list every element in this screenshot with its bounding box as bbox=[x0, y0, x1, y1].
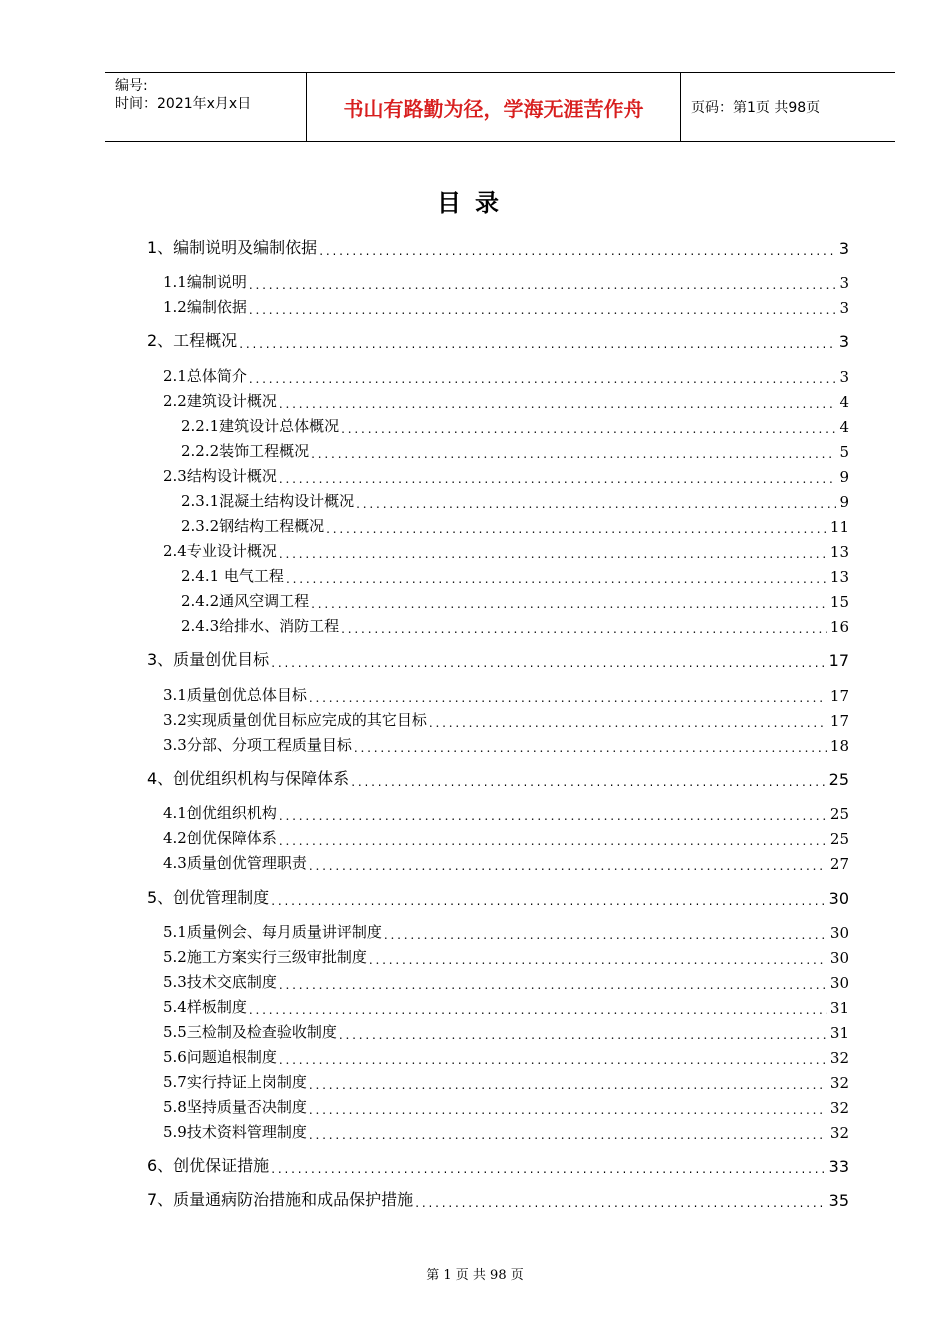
toc-entry[interactable] bbox=[163, 708, 849, 730]
toc-entry-page-number: 4 bbox=[839, 418, 849, 436]
toc-dot-leader bbox=[429, 716, 827, 730]
toc-entry[interactable] bbox=[163, 945, 849, 967]
toc-entry-page-number: 31 bbox=[829, 1024, 849, 1042]
toc-dot-leader bbox=[249, 303, 837, 317]
toc-entry-label: 5.7实行持证上岗制度 bbox=[163, 1073, 307, 1091]
toc-title: 目录 bbox=[437, 188, 513, 217]
toc-dot-leader bbox=[271, 656, 825, 670]
toc-entry-label: 2.4.2通风空调工程 bbox=[181, 592, 310, 610]
toc-entry-page-number: 30 bbox=[829, 924, 849, 942]
toc-entry[interactable] bbox=[147, 886, 849, 908]
toc-dot-leader bbox=[311, 447, 836, 461]
toc-entry-page-number: 25 bbox=[829, 805, 849, 823]
toc-entry-page-number: 35 bbox=[828, 1191, 849, 1210]
toc-dot-leader bbox=[339, 1028, 827, 1042]
toc-entry[interactable] bbox=[181, 439, 849, 461]
toc-entry-page-number: 32 bbox=[829, 1074, 849, 1092]
toc-dot-leader bbox=[249, 278, 837, 292]
toc-dot-leader bbox=[309, 1078, 827, 1092]
toc-entry-label: 5.3技术交底制度 bbox=[163, 973, 277, 991]
toc-dot-leader bbox=[309, 691, 827, 705]
toc-entry[interactable] bbox=[163, 826, 849, 848]
toc-dot-leader bbox=[279, 397, 837, 411]
toc-dot-leader bbox=[311, 597, 827, 611]
toc-entry-page-number: 25 bbox=[828, 770, 849, 789]
toc-entry-label: 4.1创优组织机构 bbox=[163, 804, 277, 822]
toc-entry-label: 4、创优组织机构与保障体系 bbox=[147, 769, 350, 788]
toc-entry-label: 4.3质量创优管理职责 bbox=[163, 854, 307, 872]
toc-entry-page-number: 17 bbox=[829, 687, 849, 705]
toc-entry-page-number: 30 bbox=[828, 889, 849, 908]
toc-entry-label: 2.4.3给排水、消防工程 bbox=[181, 617, 340, 635]
serial-number-label: 编号: bbox=[115, 78, 148, 94]
toc-entry-label: 5.8坚持质量否决制度 bbox=[163, 1098, 307, 1116]
toc-dot-leader bbox=[369, 953, 827, 967]
toc-entry[interactable] bbox=[181, 489, 849, 511]
toc-entry[interactable] bbox=[163, 683, 849, 705]
toc-entry-label: 2.4专业设计概况 bbox=[163, 542, 277, 560]
toc-entry[interactable] bbox=[163, 295, 849, 317]
toc-entry[interactable] bbox=[181, 589, 849, 611]
toc-entry-label: 5.9技术资料管理制度 bbox=[163, 1123, 307, 1141]
toc-entry-label: 3.3分部、分项工程质量目标 bbox=[163, 736, 352, 754]
toc-dot-leader bbox=[415, 1196, 825, 1210]
toc-entry-page-number: 25 bbox=[829, 830, 849, 848]
toc-entry-label: 1、编制说明及编制依据 bbox=[147, 238, 318, 257]
toc-entry-label: 5、创优管理制度 bbox=[147, 888, 270, 907]
toc-dot-leader bbox=[286, 572, 827, 586]
toc-entry-label: 1.2编制依据 bbox=[163, 298, 247, 316]
toc-dot-leader bbox=[279, 834, 827, 848]
toc-dot-leader bbox=[354, 741, 827, 755]
toc-entry-label: 5.5三检制及检查验收制度 bbox=[163, 1023, 337, 1041]
toc-entry-label: 2.3结构设计概况 bbox=[163, 467, 277, 485]
toc-dot-leader bbox=[249, 1003, 827, 1017]
toc-entry-page-number: 3 bbox=[839, 299, 849, 317]
date-label: 时间：2021年x月x日 bbox=[115, 96, 252, 112]
toc-entry-label: 3.2实现质量创优目标应完成的其它目标 bbox=[163, 711, 427, 729]
toc-entry-label: 5.6问题追根制度 bbox=[163, 1048, 277, 1066]
toc-entry-label: 3.1质量创优总体目标 bbox=[163, 686, 307, 704]
toc-entry-label: 3、质量创优目标 bbox=[147, 650, 270, 669]
toc-entry-label: 6、创优保证措施 bbox=[147, 1156, 270, 1175]
toc-entry-label: 7、质量通病防治措施和成品保护措施 bbox=[147, 1190, 414, 1209]
toc-entry-page-number: 11 bbox=[829, 518, 849, 536]
toc-entry[interactable] bbox=[163, 1120, 849, 1142]
toc-entry-page-number: 13 bbox=[829, 568, 849, 586]
toc-entry[interactable] bbox=[163, 970, 849, 992]
toc-entry-page-number: 9 bbox=[839, 468, 849, 486]
toc-dot-leader bbox=[279, 809, 827, 823]
toc-entry[interactable] bbox=[163, 920, 849, 942]
toc-dot-leader bbox=[384, 928, 827, 942]
toc-entry-page-number: 3 bbox=[839, 368, 849, 386]
toc-dot-leader bbox=[239, 337, 836, 351]
toc-entry[interactable] bbox=[163, 1045, 849, 1067]
toc-dot-leader bbox=[341, 622, 827, 636]
toc-entry-label: 5.4样板制度 bbox=[163, 998, 247, 1016]
toc-entry[interactable] bbox=[163, 539, 849, 561]
toc-entry-label: 2.1总体简介 bbox=[163, 367, 247, 385]
toc-entry-page-number: 15 bbox=[829, 593, 849, 611]
toc-entry-label: 2.3.1混凝土结构设计概况 bbox=[181, 492, 355, 510]
toc-entry[interactable] bbox=[147, 1154, 849, 1176]
toc-entry[interactable] bbox=[147, 767, 849, 789]
toc-entry-page-number: 32 bbox=[829, 1099, 849, 1117]
toc-entry[interactable] bbox=[163, 851, 849, 873]
toc-dot-leader bbox=[319, 244, 836, 258]
toc-entry-page-number: 27 bbox=[829, 855, 849, 873]
toc-entry[interactable] bbox=[147, 329, 849, 351]
toc-entry[interactable] bbox=[163, 389, 849, 411]
toc-entry-page-number: 31 bbox=[829, 999, 849, 1017]
toc-entry[interactable] bbox=[163, 1020, 849, 1042]
toc-entry-label: 2.2.2装饰工程概况 bbox=[181, 442, 310, 460]
toc-entry-page-number: 3 bbox=[838, 239, 849, 258]
toc-entry[interactable] bbox=[181, 564, 849, 586]
toc-dot-leader bbox=[351, 775, 825, 789]
toc-entry[interactable] bbox=[147, 236, 849, 258]
toc-dot-leader bbox=[279, 472, 837, 486]
page-footer: 第 1 页 共 98 页 bbox=[426, 1268, 524, 1283]
toc-entry-page-number: 13 bbox=[829, 543, 849, 561]
toc-entry[interactable] bbox=[181, 414, 849, 436]
toc-entry-label: 5.1质量例会、每月质量讲评制度 bbox=[163, 923, 382, 941]
toc-entry-page-number: 32 bbox=[829, 1124, 849, 1142]
toc-entry[interactable] bbox=[163, 995, 849, 1017]
toc-entry[interactable] bbox=[163, 1095, 849, 1117]
toc-entry-page-number: 3 bbox=[839, 274, 849, 292]
toc-entry[interactable] bbox=[163, 464, 849, 486]
toc-entry[interactable] bbox=[147, 648, 849, 670]
toc-entry[interactable] bbox=[163, 733, 849, 755]
toc-entry-label: 2.3.2钢结构工程概况 bbox=[181, 517, 325, 535]
toc-entry-page-number: 18 bbox=[829, 737, 849, 755]
toc-entry[interactable] bbox=[163, 1070, 849, 1092]
toc-entry-page-number: 17 bbox=[829, 712, 849, 730]
toc-dot-leader bbox=[249, 372, 837, 386]
toc-dot-leader bbox=[309, 859, 827, 873]
toc-entry-label: 2.4.1 电气工程 bbox=[181, 567, 284, 585]
toc-entry-label: 5.2施工方案实行三级审批制度 bbox=[163, 948, 367, 966]
toc-entry-label: 2.2建筑设计概况 bbox=[163, 392, 277, 410]
toc-entry-page-number: 33 bbox=[828, 1157, 849, 1176]
toc-dot-leader bbox=[271, 894, 825, 908]
toc-entry-page-number: 30 bbox=[829, 949, 849, 967]
toc-entry-page-number: 17 bbox=[828, 651, 849, 670]
toc-dot-leader bbox=[341, 422, 836, 436]
toc-entry-label: 4.2创优保障体系 bbox=[163, 829, 277, 847]
toc-entry[interactable] bbox=[163, 270, 849, 292]
toc-entry[interactable] bbox=[181, 514, 849, 536]
toc-entry-page-number: 30 bbox=[829, 974, 849, 992]
toc-dot-leader bbox=[279, 1053, 827, 1067]
toc-entry-page-number: 4 bbox=[839, 393, 849, 411]
toc-entry-label: 1.1编制说明 bbox=[163, 273, 247, 291]
toc-entry-label: 2.2.1建筑设计总体概况 bbox=[181, 417, 340, 435]
toc-dot-leader bbox=[279, 978, 827, 992]
toc-entry-page-number: 5 bbox=[839, 443, 849, 461]
toc-dot-leader bbox=[326, 522, 827, 536]
page-info-label: 页码：第1页 共98页 bbox=[691, 100, 821, 116]
toc-entry[interactable] bbox=[163, 364, 849, 386]
toc-entry[interactable] bbox=[147, 1188, 849, 1210]
toc-dot-leader bbox=[309, 1128, 827, 1142]
toc-entry[interactable] bbox=[181, 614, 849, 636]
toc-dot-leader bbox=[279, 547, 827, 561]
toc-dot-leader bbox=[356, 497, 836, 511]
motto-text: 书山有路勤为径，学海无涯苦作舟 bbox=[343, 97, 644, 121]
toc-entry[interactable] bbox=[163, 801, 849, 823]
toc-entry-label: 2、工程概况 bbox=[147, 331, 238, 350]
toc-entry-page-number: 3 bbox=[838, 332, 849, 351]
toc-entry-page-number: 32 bbox=[829, 1049, 849, 1067]
toc-dot-leader bbox=[271, 1162, 825, 1176]
toc-entry-page-number: 9 bbox=[839, 493, 849, 511]
toc-dot-leader bbox=[309, 1103, 827, 1117]
toc-entry-page-number: 16 bbox=[829, 618, 849, 636]
